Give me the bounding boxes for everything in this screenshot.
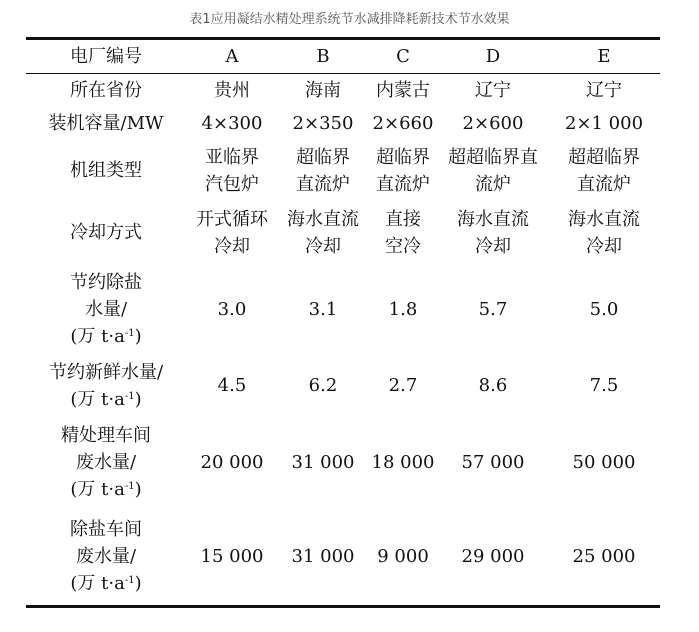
- cell-line: 冷却: [214, 235, 250, 257]
- cell-line: 海水直流: [287, 208, 359, 230]
- table-cell: [278, 141, 368, 201]
- table-cell: [548, 355, 660, 417]
- cell-line: 辽宁: [586, 79, 622, 101]
- table-row: [26, 417, 660, 509]
- cell-line: 4×300: [201, 113, 263, 134]
- cell-line: 流炉: [475, 173, 511, 195]
- table-cell: [278, 355, 368, 417]
- table-cell: [438, 201, 548, 265]
- cell-line: 废水量/: [75, 452, 137, 473]
- row-label: [26, 417, 186, 509]
- table-cell: [368, 201, 438, 265]
- cell-line: 冷却: [586, 235, 622, 257]
- header-plant-d: D: [485, 46, 501, 67]
- table-cell: [368, 355, 438, 417]
- row-label: [26, 141, 186, 201]
- cell-line: 8.6: [478, 375, 508, 396]
- table-cell: [438, 509, 548, 607]
- table-cell: [186, 417, 278, 509]
- cell-line: 内蒙古: [376, 79, 430, 101]
- table-cell: [278, 265, 368, 355]
- row-label: [26, 355, 186, 417]
- cell-line: 装机容量/MW: [48, 113, 164, 134]
- table-row: [26, 509, 660, 607]
- table-cell: [278, 107, 368, 141]
- cell-line: 直流炉: [376, 173, 430, 195]
- cell-line: 开式循环: [196, 208, 268, 230]
- table-cell: [548, 107, 660, 141]
- cell-line: 海水直流: [568, 208, 640, 230]
- cell-line: 3.1: [308, 299, 338, 320]
- header-plant-b: B: [316, 46, 330, 67]
- water-saving-table: [26, 37, 660, 608]
- table-cell: [438, 355, 548, 417]
- cell-line: 2×600: [462, 113, 524, 134]
- cell-line: 冷却: [475, 235, 511, 257]
- table-cell: [368, 509, 438, 607]
- cell-line: 2×1 000: [564, 113, 644, 134]
- table-cell: [186, 107, 278, 141]
- table-cell: [186, 355, 278, 417]
- table-cell: [548, 417, 660, 509]
- table-caption: 表1应用凝结水精处理系统节水减排降耗新技术节水效果: [189, 12, 510, 27]
- cell-line: (万 $t\cdot a^{-1}$): [70, 479, 142, 500]
- table-cell: [368, 265, 438, 355]
- cell-line: 4.5: [217, 375, 247, 396]
- table-row: [26, 265, 660, 355]
- cell-line: (万 $t\cdot a^{-1}$): [70, 388, 142, 410]
- table-cell: [438, 417, 548, 509]
- header-row: [26, 39, 660, 74]
- table-row: [26, 74, 660, 107]
- table-cell: [186, 201, 278, 265]
- table-row: [26, 355, 660, 417]
- row-label: [26, 509, 186, 607]
- cell-line: 7.5: [589, 375, 619, 396]
- table-cell: [438, 141, 548, 201]
- table-row: [26, 141, 660, 201]
- cell-line: 25 000: [572, 546, 636, 568]
- cell-line: 直接: [385, 208, 421, 230]
- table-cell: [548, 74, 660, 107]
- cell-line: 所在省份: [70, 79, 142, 101]
- cell-line: 超临界: [376, 146, 430, 168]
- table-cell: [278, 417, 368, 509]
- cell-line: 3.0: [217, 299, 247, 320]
- table-cell: [368, 107, 438, 141]
- header-plant-e: E: [597, 46, 611, 67]
- cell-line: 57 000: [461, 452, 525, 473]
- table-cell: [438, 265, 548, 355]
- table-cell: [438, 74, 548, 107]
- table-cell: [186, 509, 278, 607]
- header-plant-c: C: [396, 46, 410, 67]
- cell-line: 节约新鲜水量/: [48, 361, 164, 383]
- table-cell: [186, 74, 278, 107]
- cell-line: 水量/: [84, 299, 128, 320]
- cell-line: 汽包炉: [205, 173, 259, 195]
- header-plant-a: A: [225, 46, 239, 67]
- cell-line: 海南: [305, 79, 341, 101]
- table-cell: [438, 107, 548, 141]
- cell-line: 1.8: [388, 299, 418, 320]
- cell-line: 精处理车间: [61, 425, 151, 446]
- cell-line: 2.7: [388, 375, 418, 396]
- row-label: [26, 107, 186, 141]
- cell-line: 机组类型: [70, 160, 142, 181]
- row-label: [26, 201, 186, 265]
- table-cell: [368, 417, 438, 509]
- cell-line: 31 000: [291, 452, 355, 473]
- cell-line: 直流炉: [577, 173, 631, 195]
- cell-line: 9 000: [377, 546, 429, 568]
- cell-line: 15 000: [200, 546, 264, 568]
- table-cell: [278, 201, 368, 265]
- cell-line: (万 $t\cdot a^{-1}$): [70, 573, 142, 595]
- cell-line: 超超临界: [568, 146, 640, 168]
- cell-line: 节约除盐: [70, 272, 142, 293]
- row-label: [26, 265, 186, 355]
- cell-line: 5.0: [589, 299, 619, 320]
- table-cell: [186, 265, 278, 355]
- header-plant-id: 电厂编号: [70, 46, 142, 67]
- table-cell: [548, 509, 660, 607]
- row-label: [26, 74, 186, 107]
- cell-line: 超临界: [296, 146, 350, 168]
- table-cell: [278, 509, 368, 607]
- cell-line: 冷却: [305, 235, 341, 257]
- cell-line: 除盐车间: [70, 519, 142, 541]
- table-cell: [548, 141, 660, 201]
- table-cell: [368, 74, 438, 107]
- cell-line: 废水量/: [75, 546, 137, 568]
- table-row: [26, 107, 660, 141]
- cell-line: 31 000: [291, 546, 355, 568]
- table-cell: [548, 201, 660, 265]
- cell-line: 贵州: [214, 79, 250, 101]
- table-body: [26, 74, 660, 607]
- cell-line: 18 000: [371, 452, 435, 473]
- table-row: [26, 201, 660, 265]
- table-cell: [368, 141, 438, 201]
- cell-line: 29 000: [461, 546, 525, 568]
- table-cell: [186, 141, 278, 201]
- cell-line: (万 $t\cdot a^{-1}$): [70, 326, 142, 347]
- cell-line: 6.2: [308, 375, 338, 396]
- cell-line: 冷却方式: [70, 222, 142, 243]
- cell-line: 海水直流: [457, 208, 529, 230]
- cell-line: 超超临界直: [448, 146, 538, 168]
- table-cell: [548, 265, 660, 355]
- cell-line: 2×350: [292, 113, 354, 134]
- cell-line: 亚临界: [205, 146, 259, 168]
- cell-line: 辽宁: [475, 79, 511, 101]
- cell-line: 空冷: [385, 235, 421, 257]
- cell-line: 直流炉: [296, 173, 350, 195]
- cell-line: 50 000: [572, 452, 636, 473]
- table-cell: [278, 74, 368, 107]
- cell-line: 20 000: [200, 452, 264, 473]
- cell-line: 2×660: [372, 113, 434, 134]
- cell-line: 5.7: [478, 299, 508, 320]
